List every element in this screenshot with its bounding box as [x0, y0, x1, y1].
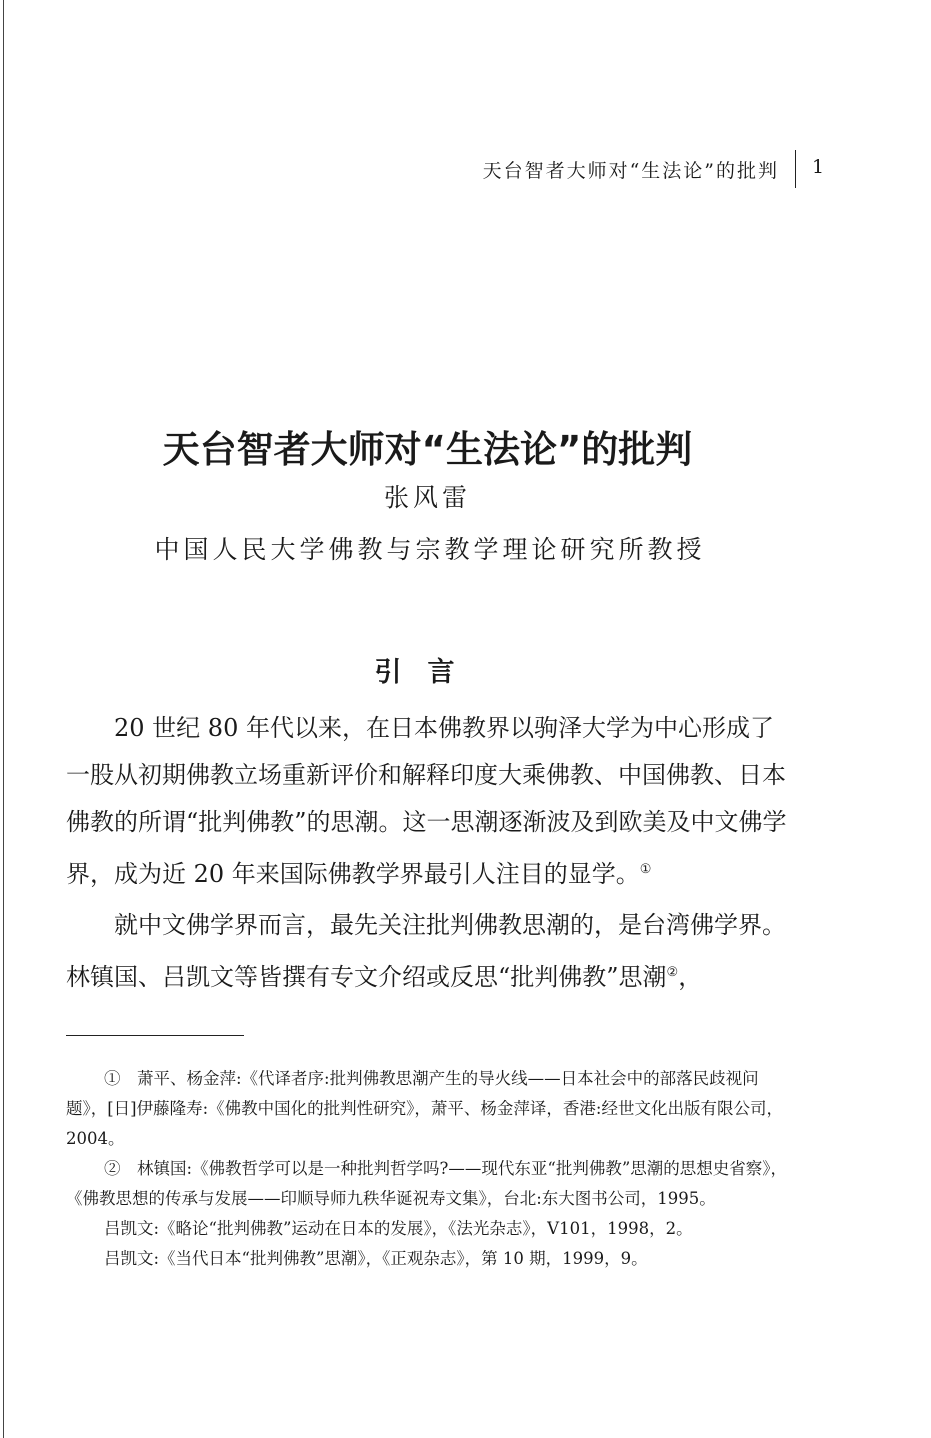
page-number: 1: [812, 156, 825, 178]
footnote-ref-1[interactable]: ①: [639, 862, 652, 877]
footnote-2-ref-b: 吕凯文:《略论“批判佛教”运动在日本的发展》，《法光杂志》，V101，1998，2。: [104, 1219, 693, 1238]
paragraph-2-tail: ，: [678, 963, 703, 991]
footnote-2: ② 林镇国:《佛教哲学可以是一种批判哲学吗?——现代东亚“批判佛教”思潮的思想史省察》，《佛教思想的传承与发展——印顺导师九秩华诞祝寿文集》，台北:东大图书公司，1995。: [66, 1159, 788, 1208]
running-head-divider: [795, 150, 796, 188]
body-text: [66, 705, 792, 1001]
paragraph-2: [66, 902, 792, 1001]
article-title: 天台智者大师对“生法论”的批判: [162, 427, 693, 471]
footnote-2-ref-c: 吕凯文:《当代日本“批判佛教”思潮》，《正观杂志》，第 10 期，1999，9。: [104, 1249, 648, 1268]
paragraph-1-text: 20 世纪 80 年代以来，在日本佛教界以驹泽大学为中心形成了一股从初期佛教立场重新评价和解释印度大乘佛教、中国佛教、日本佛教的所谓“批判佛教”的思潮。这一思潮逐渐波及到欧美及中文佛学界，成为近 20 年来国际佛教学界最引人注目的显学。: [66, 714, 787, 888]
running-head: [0, 150, 931, 190]
footnote-ref-2[interactable]: ②: [666, 965, 679, 980]
section-heading: 引言: [374, 657, 481, 689]
author-name: 张风雷: [383, 483, 471, 512]
footnote-separator: [66, 1035, 244, 1036]
paragraph-2-text: 就中文佛学界而言，最先关注批判佛教思潮的，是台湾佛学界。林镇国、吕凯文等皆撰有专文介绍或反思“批判佛教”思潮: [66, 911, 786, 991]
footnote-1: ① 萧平、杨金萍:《代译者序:批判佛教思潮产生的导火线——日本社会中的部落民歧视问题》，[日]伊藤隆寿:《佛教中国化的批判性研究》，萧平、杨金萍译，香港:经世文化出版有限公司，2004。: [66, 1069, 783, 1148]
running-head-title: 天台智者大师对“生法论”的批判: [482, 160, 779, 182]
paragraph-1: [66, 705, 792, 898]
author-affiliation: 中国人民大学佛教与宗教学理论研究所教授: [154, 535, 706, 564]
footnotes: [66, 1064, 792, 1274]
page-edge-line: [3, 0, 4, 1438]
